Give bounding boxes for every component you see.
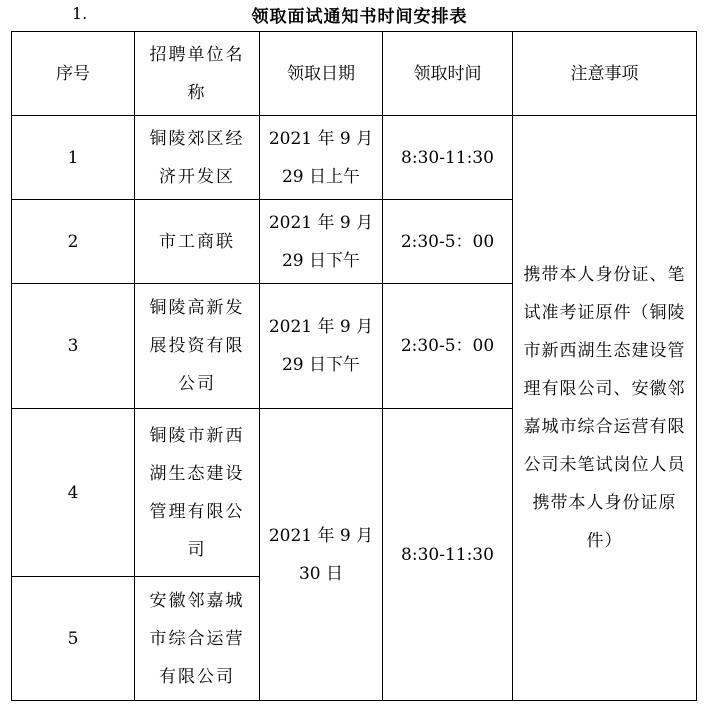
row-company: 铜陵市新西湖生态建设管理有限公司 (135, 409, 260, 577)
row-index: 3 (12, 284, 135, 409)
row-index: 5 (12, 577, 135, 701)
row-time: 8:30-11:30 (383, 116, 513, 200)
header-company: 招聘单位名称 (135, 32, 260, 116)
shared-time: 8:30-11:30 (383, 409, 513, 701)
row-time: 2:30-5：00 (383, 284, 513, 409)
header-notes: 注意事项 (513, 32, 697, 116)
header-date: 领取日期 (260, 32, 383, 116)
header-index: 序号 (12, 32, 135, 116)
table-row (12, 116, 697, 200)
row-date: 2021 年 9 月 29 日上午 (260, 116, 383, 200)
row-index: 2 (12, 200, 135, 284)
heading-number: 1. (72, 4, 88, 23)
row-company: 铜陵高新发展投资有限公司 (135, 284, 260, 409)
header-time: 领取时间 (383, 32, 513, 116)
row-index: 1 (12, 116, 135, 200)
row-company: 安徽邻嘉城市综合运营有限公司 (135, 577, 260, 701)
row-company: 铜陵郊区经济开发区 (135, 116, 260, 200)
page-title: 领取面试通知书时间安排表 (251, 7, 468, 27)
row-company: 市工商联 (135, 200, 260, 284)
row-date: 2021 年 9 月 29 日下午 (260, 200, 383, 284)
shared-date: 2021 年 9 月 30 日 (260, 409, 383, 701)
notes-cell: 携带本人身份证、笔试准考证原件（铜陵市新西湖生态建设管理有限公司、安徽邻嘉城市综合运营有限公司未笔试岗位人员携带本人身份证原件） (513, 116, 697, 701)
row-date: 2021 年 9 月 29 日下午 (260, 284, 383, 409)
row-index: 4 (12, 409, 135, 577)
schedule-table (11, 31, 697, 701)
row-time: 2:30-5：00 (383, 200, 513, 284)
heading (0, 0, 719, 30)
table-header-row (12, 32, 697, 116)
